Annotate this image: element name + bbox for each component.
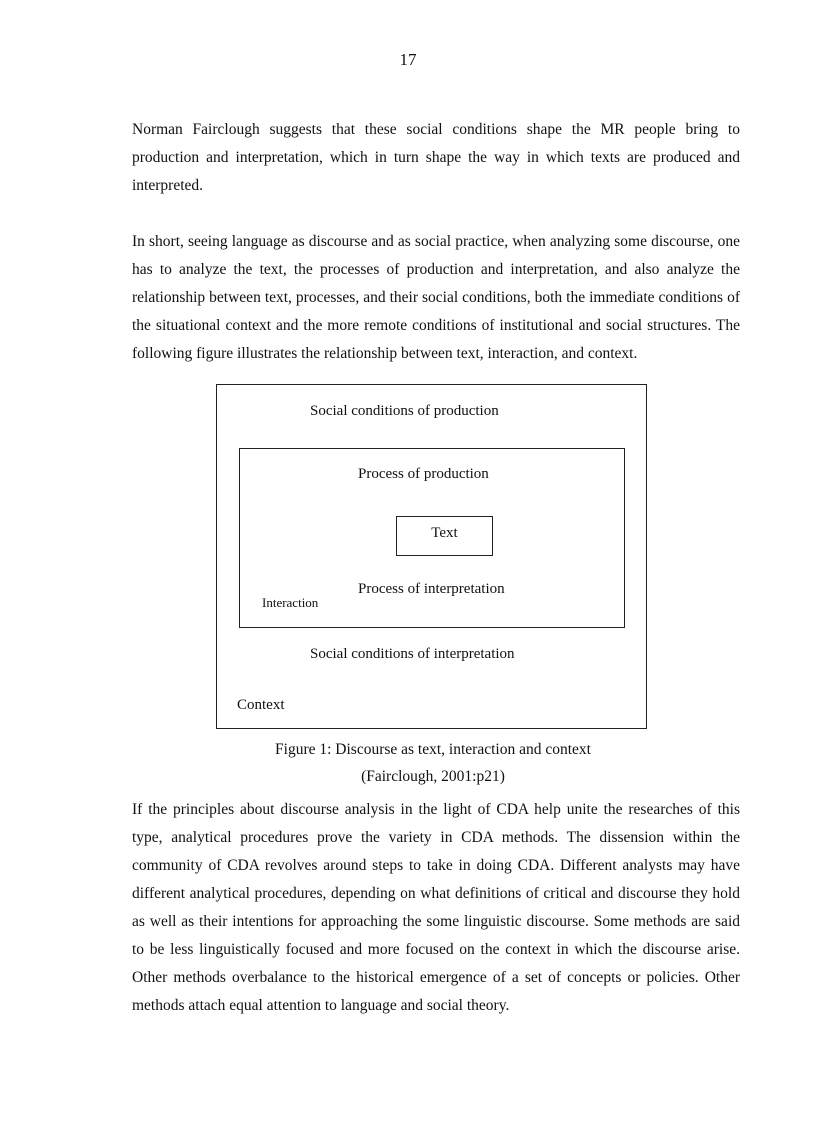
label-social-conditions-production: Social conditions of production [310, 403, 499, 419]
page-number: 17 [399, 50, 417, 69]
paragraph-discourse-practice: In short, seeing language as discourse and as social practice, when analyzing some discourse, one has to analyze the text, the processes of production and interpretation, and also analyze the relationship between text, processes, and their social conditions, both the immediate conditions of the situational context and the more remote conditions of institutional and social structures. The following figure illustrates the relationship between text, interaction, and context. [132, 233, 740, 362]
label-context: Context [237, 697, 285, 713]
label-social-conditions-interpretation: Social conditions of interpretation [310, 646, 515, 662]
paragraph-cda-methods: If the principles about discourse analysis in the light of CDA help unite the researches of this type, analytical procedures prove the variety in CDA methods. The dissension within the community of CDA revolves around steps to take in doing CDA. Different analysts may have different analytical procedures, depending on what definitions of critical and discourse they hold as well as their intentions for approaching the some linguistic discourse. Some methods are said to be less linguistically focused and more focused on the context in which the discourse arise. Other methods overbalance to the historical emergence of a set of concepts or policies. Other methods attach equal attention to language and social theory. [132, 801, 740, 1014]
figure-citation: (Fairclough, 2001:p21) [361, 768, 505, 785]
label-process-interpretation: Process of interpretation [358, 581, 505, 597]
figure-caption: Figure 1: Discourse as text, interaction and context [275, 741, 591, 758]
label-interaction: Interaction [262, 595, 319, 610]
label-process-production: Process of production [358, 466, 489, 482]
paragraph-fairclough-conditions: Norman Fairclough suggests that these social conditions shape the MR people bring to production and interpretation, which in turn shape the way in which texts are produced and interpreted. [132, 121, 740, 194]
text-box: Text [396, 516, 493, 556]
